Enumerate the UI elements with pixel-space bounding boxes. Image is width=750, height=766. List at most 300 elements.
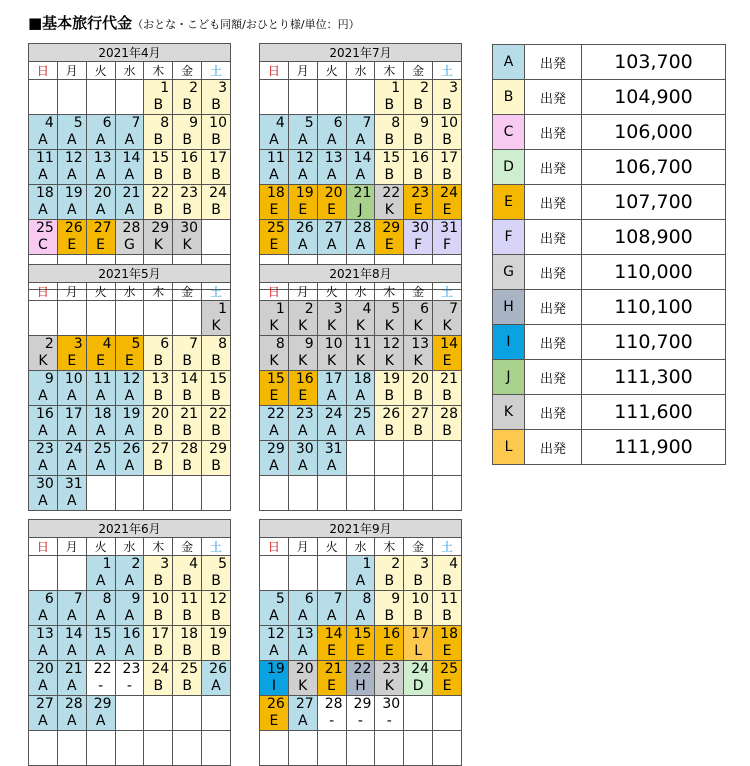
calendar-day[interactable] [57, 441, 86, 476]
day-number: 29 [260, 441, 288, 458]
calendar-day[interactable] [57, 115, 86, 150]
calendar-day[interactable] [260, 441, 289, 476]
calendar-day[interactable] [288, 301, 317, 336]
calendar-day[interactable] [433, 336, 462, 371]
calendar-day[interactable] [144, 80, 173, 115]
calendar-day[interactable] [260, 371, 289, 406]
calendar-day[interactable] [346, 150, 375, 185]
calendar-day[interactable] [404, 301, 433, 336]
calendar-empty-cell [288, 476, 317, 511]
calendar-day[interactable] [57, 661, 86, 696]
weekday-label: 土 [433, 283, 462, 301]
calendar-day[interactable] [260, 696, 289, 731]
calendar-day[interactable] [115, 406, 144, 441]
calendar-day[interactable] [57, 406, 86, 441]
fare-code: A [29, 202, 57, 219]
calendar-day[interactable] [375, 115, 404, 150]
fare-code: A [260, 643, 288, 660]
calendar-day[interactable] [173, 626, 202, 661]
calendar-empty-cell [57, 731, 86, 766]
calendar-day[interactable] [375, 591, 404, 626]
fare-code: A [260, 608, 288, 625]
fare-code: B [202, 132, 230, 149]
fare-code: A [289, 713, 317, 730]
calendar-day[interactable] [29, 626, 58, 661]
calendar-day[interactable] [86, 406, 115, 441]
day-number: 6 [318, 115, 346, 132]
day-number: 7 [318, 591, 346, 608]
legend-price: 110,100 [582, 290, 726, 325]
day-number: 28 [324, 696, 343, 712]
calendar-day[interactable] [317, 336, 346, 371]
calendar-day[interactable] [404, 336, 433, 371]
calendar-day[interactable] [288, 626, 317, 661]
calendar-day[interactable] [202, 661, 231, 696]
calendar-day[interactable] [317, 301, 346, 336]
calendar-day[interactable] [202, 591, 231, 626]
calendar-day[interactable] [404, 115, 433, 150]
day-number: 25 [260, 220, 288, 237]
fare-code: B [144, 132, 172, 149]
calendar-empty-cell [317, 731, 346, 766]
calendar-day[interactable] [433, 406, 462, 441]
calendar-empty-cell [57, 556, 86, 591]
legend-price: 108,900 [582, 220, 726, 255]
calendar-day[interactable] [375, 696, 404, 731]
calendar-day[interactable] [346, 626, 375, 661]
calendar-day[interactable] [260, 591, 289, 626]
day-number: 20 [404, 371, 432, 388]
fare-code: A [58, 643, 86, 660]
calendar-day[interactable] [57, 696, 86, 731]
day-number: 26 [289, 220, 317, 237]
calendar-day[interactable] [404, 661, 433, 696]
calendar-empty-cell [115, 696, 144, 731]
calendar-day[interactable] [433, 626, 462, 661]
calendar-day[interactable] [144, 661, 173, 696]
calendar-day[interactable] [144, 150, 173, 185]
calendar-day[interactable] [144, 185, 173, 220]
day-number: 13 [318, 150, 346, 167]
weekday-label: 月 [288, 283, 317, 301]
legend-price: 111,900 [582, 430, 726, 465]
calendar-day[interactable] [433, 80, 462, 115]
calendar-empty-cell [375, 476, 404, 511]
day-number: 2 [173, 80, 201, 97]
calendar-day[interactable] [115, 185, 144, 220]
calendar-day[interactable] [346, 220, 375, 255]
fare-code: A [87, 643, 115, 660]
calendar-day[interactable] [260, 336, 289, 371]
calendar-day[interactable] [57, 476, 86, 511]
day-number: 17 [58, 406, 86, 423]
day-number: 20 [29, 661, 57, 678]
calendar-day[interactable] [173, 371, 202, 406]
day-number: 5 [116, 336, 144, 353]
legend-row [493, 255, 726, 290]
fare-code: A [347, 132, 375, 149]
weekday-label: 月 [288, 538, 317, 556]
calendar-day[interactable] [288, 336, 317, 371]
day-number: 17 [404, 626, 432, 643]
day-number: 6 [289, 591, 317, 608]
calendar-day[interactable] [115, 661, 144, 696]
fare-code: B [144, 643, 172, 660]
fare-code: K [375, 678, 403, 695]
calendar-day[interactable] [433, 115, 462, 150]
calendar-empty-cell [86, 301, 115, 336]
fare-code: B [202, 423, 230, 440]
day-number: 26 [58, 220, 86, 237]
calendar-day[interactable] [346, 406, 375, 441]
fare-code: B [173, 132, 201, 149]
fare-code: A [289, 423, 317, 440]
calendar-day[interactable] [29, 150, 58, 185]
calendar-day[interactable] [202, 626, 231, 661]
fare-code: A [29, 167, 57, 184]
calendar-day[interactable] [260, 626, 289, 661]
calendar-day[interactable] [433, 591, 462, 626]
fare-code: A [29, 713, 57, 730]
day-number: 13 [87, 150, 115, 167]
calendar-day[interactable] [86, 661, 115, 696]
calendar-day[interactable] [404, 80, 433, 115]
fare-code: K [202, 318, 230, 335]
calendar-day[interactable] [144, 441, 173, 476]
legend-code: B [493, 80, 525, 115]
day-number: 17 [144, 626, 172, 643]
day-number: 20 [87, 185, 115, 202]
fare-code: - [386, 713, 392, 729]
calendar-day[interactable] [317, 150, 346, 185]
calendar-day[interactable] [173, 150, 202, 185]
calendar-day[interactable] [86, 185, 115, 220]
calendar-day[interactable] [375, 301, 404, 336]
calendar-day[interactable] [86, 441, 115, 476]
calendar-day[interactable] [346, 115, 375, 150]
calendar-day[interactable] [29, 476, 58, 511]
calendar-day[interactable] [346, 661, 375, 696]
fare-code: A [318, 608, 346, 625]
calendar-day[interactable] [317, 115, 346, 150]
calendar-day[interactable] [375, 336, 404, 371]
calendar-day[interactable] [288, 220, 317, 255]
calendar-day[interactable] [288, 661, 317, 696]
calendar-day[interactable] [346, 301, 375, 336]
calendar-day[interactable] [260, 220, 289, 255]
calendar-day[interactable] [346, 591, 375, 626]
calendar-day[interactable] [317, 406, 346, 441]
calendar-month-title: 2021年6月 [29, 520, 231, 538]
weekday-label: 水 [115, 283, 144, 301]
calendar-day[interactable] [173, 591, 202, 626]
calendar-day[interactable] [288, 150, 317, 185]
calendar-day[interactable] [202, 80, 231, 115]
calendar-day[interactable] [202, 115, 231, 150]
calendar-day[interactable] [57, 185, 86, 220]
fare-code: K [404, 318, 432, 335]
calendar-day[interactable] [115, 371, 144, 406]
calendar-day[interactable] [375, 556, 404, 591]
calendar-day[interactable] [202, 150, 231, 185]
calendar-day[interactable] [260, 301, 289, 336]
calendar-empty-cell [404, 731, 433, 766]
calendar-day[interactable] [57, 336, 86, 371]
calendar-day[interactable] [29, 661, 58, 696]
calendar-day[interactable] [29, 371, 58, 406]
fare-code: B [202, 97, 230, 114]
calendar-day[interactable] [404, 220, 433, 255]
calendar-day[interactable] [375, 150, 404, 185]
calendar-day[interactable] [288, 441, 317, 476]
day-number: 16 [289, 371, 317, 388]
weekday-label: 木 [375, 283, 404, 301]
calendar-day[interactable] [86, 626, 115, 661]
calendar-day[interactable] [86, 150, 115, 185]
calendar-day[interactable] [288, 591, 317, 626]
day-number: 4 [29, 115, 57, 132]
calendar-day[interactable] [288, 406, 317, 441]
weekday-label: 火 [86, 283, 115, 301]
day-number: 16 [29, 406, 57, 423]
fare-code: E [87, 353, 115, 370]
fare-code: B [173, 608, 201, 625]
day-number: 4 [87, 336, 115, 353]
calendar-day[interactable] [173, 661, 202, 696]
calendar-day[interactable] [317, 626, 346, 661]
day-number: 4 [173, 556, 201, 573]
day-number: 31 [433, 220, 461, 237]
calendar-day[interactable] [404, 591, 433, 626]
day-number: 5 [375, 301, 403, 318]
legend-row [493, 220, 726, 255]
calendar-day[interactable] [433, 185, 462, 220]
calendar-day[interactable] [202, 301, 231, 336]
calendar-day[interactable] [404, 626, 433, 661]
day-number: 9 [116, 591, 144, 608]
day-number: 14 [173, 371, 201, 388]
calendar-day[interactable] [29, 441, 58, 476]
calendar-day[interactable] [433, 150, 462, 185]
calendar-day[interactable] [57, 150, 86, 185]
calendar-empty-cell [86, 731, 115, 766]
calendar-empty-cell [173, 731, 202, 766]
fare-code: K [347, 318, 375, 335]
calendar-day[interactable] [173, 441, 202, 476]
calendar-empty-cell [86, 476, 115, 511]
day-number: 25 [433, 661, 461, 678]
calendar-day[interactable] [404, 371, 433, 406]
day-number: 30 [382, 696, 401, 712]
calendar-day[interactable] [375, 406, 404, 441]
calendar-day[interactable] [202, 556, 231, 591]
fare-code: A [260, 423, 288, 440]
calendar-day[interactable] [86, 556, 115, 591]
calendar-day[interactable] [29, 696, 58, 731]
calendar-day[interactable] [57, 371, 86, 406]
day-number: 8 [347, 591, 375, 608]
day-number: 10 [404, 591, 432, 608]
weekday-label: 日 [260, 283, 289, 301]
day-number: 11 [173, 591, 201, 608]
calendar-day[interactable] [317, 591, 346, 626]
calendar-day[interactable] [115, 441, 144, 476]
legend-label: 出発 [525, 45, 582, 80]
calendar-day[interactable] [173, 336, 202, 371]
calendar-day[interactable] [260, 115, 289, 150]
fare-code: A [116, 388, 144, 405]
calendar-day[interactable] [29, 336, 58, 371]
fare-code: K [433, 318, 461, 335]
weekday-label: 火 [86, 538, 115, 556]
calendar-day[interactable] [115, 115, 144, 150]
calendar-day[interactable] [86, 371, 115, 406]
calendar-day[interactable] [433, 301, 462, 336]
calendar-day[interactable] [202, 371, 231, 406]
calendar-day[interactable] [115, 336, 144, 371]
fare-code: E [116, 353, 144, 370]
calendar-day[interactable] [57, 220, 86, 255]
day-number: 13 [289, 626, 317, 643]
calendar-day[interactable] [346, 185, 375, 220]
calendar-day[interactable] [173, 556, 202, 591]
calendar-day[interactable] [86, 115, 115, 150]
calendar-day[interactable] [57, 626, 86, 661]
legend-label: 出発 [525, 360, 582, 395]
calendar-empty-cell [260, 80, 289, 115]
calendar-day[interactable] [260, 150, 289, 185]
calendar-day[interactable] [317, 441, 346, 476]
calendar-day[interactable] [202, 406, 231, 441]
calendar-day[interactable] [404, 556, 433, 591]
day-number: 15 [347, 626, 375, 643]
calendar-day[interactable] [173, 80, 202, 115]
calendar-day[interactable] [115, 150, 144, 185]
calendar-day[interactable] [173, 406, 202, 441]
calendar-day[interactable] [29, 220, 58, 255]
day-number: 31 [318, 441, 346, 458]
calendar-day[interactable] [346, 556, 375, 591]
day-number: 5 [260, 591, 288, 608]
calendar-apr [28, 43, 231, 290]
fare-code: A [202, 678, 230, 695]
calendar-day[interactable] [144, 406, 173, 441]
day-number: 30 [404, 220, 432, 237]
fare-code: A [87, 167, 115, 184]
day-number: 1 [347, 556, 375, 573]
calendar-day[interactable] [173, 185, 202, 220]
calendar-day[interactable] [29, 406, 58, 441]
calendar-day[interactable] [173, 220, 202, 255]
calendar-day[interactable] [86, 336, 115, 371]
calendar-day[interactable] [346, 336, 375, 371]
calendar-day[interactable] [115, 591, 144, 626]
calendar-day[interactable] [29, 185, 58, 220]
day-number: 27 [144, 441, 172, 458]
calendar-day[interactable] [404, 406, 433, 441]
calendar-day[interactable] [86, 591, 115, 626]
calendar-day[interactable] [375, 661, 404, 696]
day-number: 5 [58, 115, 86, 132]
legend-price: 110,700 [582, 325, 726, 360]
calendar-day[interactable] [317, 371, 346, 406]
calendar-day[interactable] [260, 661, 289, 696]
calendar-day[interactable] [86, 220, 115, 255]
calendar-day[interactable] [115, 220, 144, 255]
calendar-day[interactable] [202, 441, 231, 476]
calendar-day[interactable] [346, 696, 375, 731]
fare-code: A [347, 573, 375, 590]
fare-code: B [202, 353, 230, 370]
weekday-label: 日 [260, 62, 289, 80]
calendar-day[interactable] [375, 80, 404, 115]
calendar-day[interactable] [29, 115, 58, 150]
calendar-day[interactable] [288, 371, 317, 406]
calendar-empty-cell [202, 476, 231, 511]
calendar-day[interactable] [202, 336, 231, 371]
legend-price: 103,700 [582, 45, 726, 80]
calendar-day[interactable] [86, 696, 115, 731]
day-number: 13 [144, 371, 172, 388]
calendar-day[interactable] [317, 185, 346, 220]
calendar-day[interactable] [260, 185, 289, 220]
calendar-day[interactable] [144, 220, 173, 255]
calendar-day[interactable] [375, 626, 404, 661]
calendar-day[interactable] [144, 371, 173, 406]
fare-code: A [116, 643, 144, 660]
day-number: 12 [375, 336, 403, 353]
calendar-day[interactable] [288, 185, 317, 220]
calendar-day[interactable] [433, 556, 462, 591]
calendar-day[interactable] [433, 220, 462, 255]
calendar-day[interactable] [404, 150, 433, 185]
calendar-day[interactable] [260, 406, 289, 441]
day-number: 28 [173, 441, 201, 458]
calendar-day[interactable] [317, 696, 346, 731]
calendar-day[interactable] [375, 220, 404, 255]
calendar-day[interactable] [144, 115, 173, 150]
calendar-day[interactable] [288, 696, 317, 731]
calendar-empty-cell [260, 731, 289, 766]
calendar-day[interactable] [202, 185, 231, 220]
calendar-day[interactable] [144, 591, 173, 626]
fare-code: A [318, 458, 346, 475]
calendar-day[interactable] [404, 185, 433, 220]
calendar-day[interactable] [375, 371, 404, 406]
weekday-label: 火 [317, 62, 346, 80]
calendar-day[interactable] [288, 115, 317, 150]
calendar-day[interactable] [433, 371, 462, 406]
calendar-day[interactable] [57, 591, 86, 626]
calendar-day[interactable] [173, 115, 202, 150]
legend-price: 104,900 [582, 80, 726, 115]
calendar-day[interactable] [433, 661, 462, 696]
calendar-day[interactable] [144, 556, 173, 591]
calendar-day[interactable] [115, 626, 144, 661]
day-number: 26 [260, 696, 288, 713]
calendar-day[interactable] [29, 591, 58, 626]
calendar-empty-cell [115, 731, 144, 766]
calendar-day[interactable] [317, 661, 346, 696]
calendar-day[interactable] [317, 220, 346, 255]
calendar-day[interactable] [115, 556, 144, 591]
calendar-day[interactable] [144, 626, 173, 661]
calendar-empty-cell [144, 696, 173, 731]
calendar-day[interactable] [346, 371, 375, 406]
calendar-day[interactable] [375, 185, 404, 220]
legend-price: 111,600 [582, 395, 726, 430]
calendar-day[interactable] [144, 336, 173, 371]
